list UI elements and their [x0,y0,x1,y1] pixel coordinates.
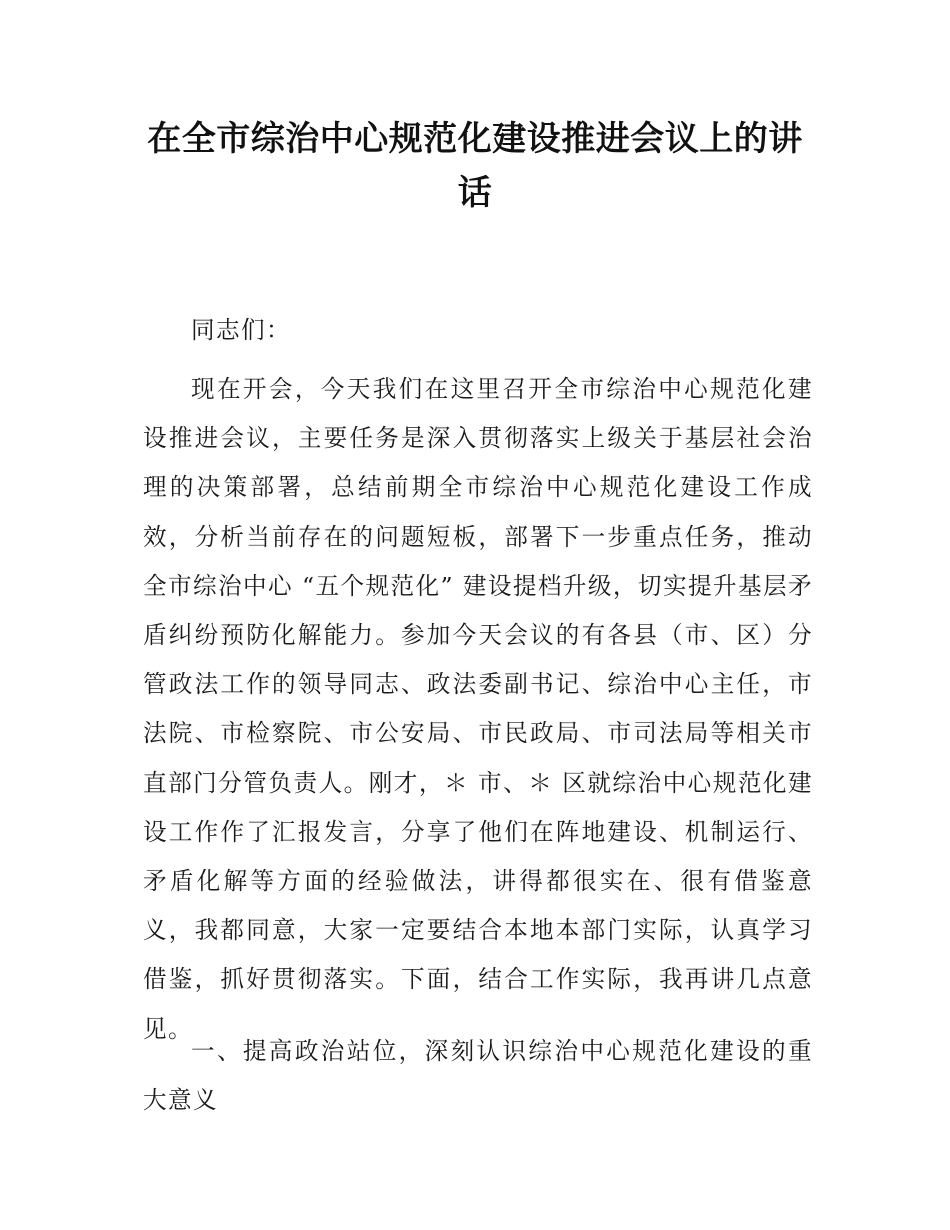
body-paragraph: 现在开会，今天我们在这里召开全市综治中心规范化建设推进会议，主要任务是深入贯彻落实上级关于基层社会治理的决策部署，总结前期全市综治中心规范化建设工作成效，分析当前存在的问题短板，部署下一步重点任务，推动全市综治中心 “五个规范化” 建设提档升级，切实提升基层矛盾纠纷预防化解能力。参加今天会议的有各县（市、区）分管政法工作的领导同志、政法委副书记、综治中心主任，市法院、市检察院、市公安局、市民政局、市司法局等相关市直部门分管负责人。刚才，＊ 市、＊ 区就综治中心规范化建设工作作了汇报发言，分享了他们在阵地建设、机制运行、矛盾化解等方面的经验做法，讲得都很实在、很有借鉴意义，我都同意，大家一定要结合本地本部门实际，认真学习借鉴，抓好贯彻落实。下面，结合工作实际，我再讲几点意见。 [143,375,813,1043]
document-title: 在全市综治中心规范化建设推进会议上的讲话 [147,119,803,213]
salutation: 同志们： [191,316,291,344]
section-heading: 一、提高政治站位，深刻认识综治中心规范化建设的重大意义 [143,1037,813,1115]
